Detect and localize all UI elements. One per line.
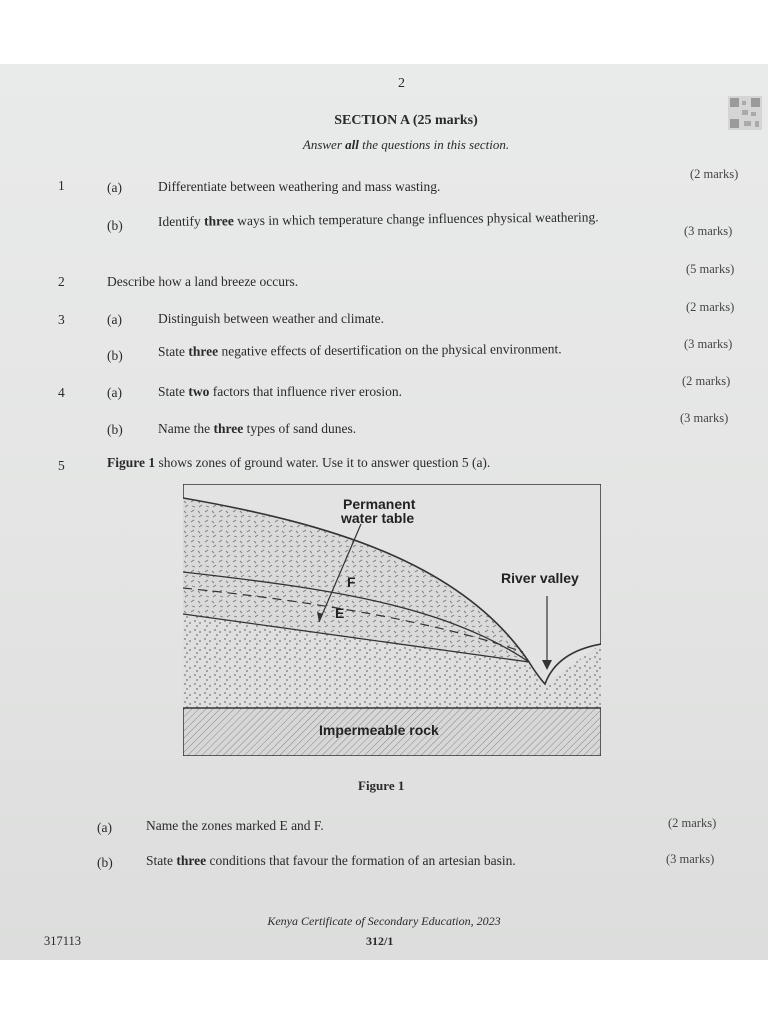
exam-footer: Kenya Certificate of Secondary Education, 2023 <box>267 914 501 928</box>
label-water-table: water table <box>341 510 415 526</box>
label-zone-f: F <box>347 574 356 590</box>
question-2-number: 2 <box>58 274 65 289</box>
question-4b-marks: (3 marks) <box>680 411 729 425</box>
question-1a-marks: (2 marks) <box>690 167 739 181</box>
question-3a-label: (a) <box>107 312 122 327</box>
question-1b-label: (b) <box>107 218 123 233</box>
question-1b-marks: (3 marks) <box>684 224 733 238</box>
label-zone-e: E <box>335 605 345 621</box>
question-4a-label: (a) <box>107 385 122 400</box>
label-impermeable-rock: Impermeable rock <box>319 722 439 738</box>
section-title: SECTION A (25 marks) <box>334 113 478 128</box>
question-4b-label: (b) <box>107 422 123 437</box>
page-number: 2 <box>398 76 405 91</box>
question-5b-label: (b) <box>97 855 113 870</box>
question-5b-marks: (3 marks) <box>666 852 715 866</box>
question-3b-text: State three negative effects of desertification on the physical environment. <box>157 341 562 359</box>
question-3-number: 3 <box>58 312 65 327</box>
question-1-number: 1 <box>58 178 65 193</box>
figure-1-groundwater-diagram <box>183 484 601 756</box>
question-4a-text: State two factors that influence river erosion. <box>158 384 403 399</box>
question-4b-text: Name the three types of sand dunes. <box>158 421 357 436</box>
question-4-number: 4 <box>58 385 65 400</box>
question-3b-label: (b) <box>107 348 123 363</box>
question-3a-text: Distinguish between weather and climate. <box>158 311 385 326</box>
question-3a-marks: (2 marks) <box>686 300 735 314</box>
question-3b-marks: (3 marks) <box>684 337 733 351</box>
question-4a-marks: (2 marks) <box>682 374 731 388</box>
question-5a-marks: (2 marks) <box>668 816 717 830</box>
label-permanent: Permanent <box>343 496 416 512</box>
question-1a-label: (a) <box>107 180 122 195</box>
section-instruction: Answer all the questions in this section. <box>302 137 510 152</box>
serial-code: 317113 <box>44 934 82 948</box>
question-5-intro: Figure 1 shows zones of ground water. Use it to answer question 5 (a). <box>107 455 491 470</box>
figure-caption: Figure 1 <box>358 778 405 793</box>
question-5b-text: State three conditions that favour the formation of an artesian basin. <box>146 853 516 868</box>
question-2-text: Describe how a land breeze occurs. <box>107 274 299 289</box>
question-5a-label: (a) <box>97 820 112 835</box>
question-5a-text: Name the zones marked E and F. <box>146 818 324 833</box>
question-1a-text: Differentiate between weathering and mass wasting. <box>158 179 441 194</box>
question-5-number: 5 <box>58 458 65 473</box>
paper-code: 312/1 <box>366 934 394 948</box>
question-1b-text: Identify three ways in which temperature change influences physical weathering. <box>157 209 599 229</box>
label-river-valley: River valley <box>501 570 579 586</box>
question-2-marks: (5 marks) <box>686 262 735 276</box>
